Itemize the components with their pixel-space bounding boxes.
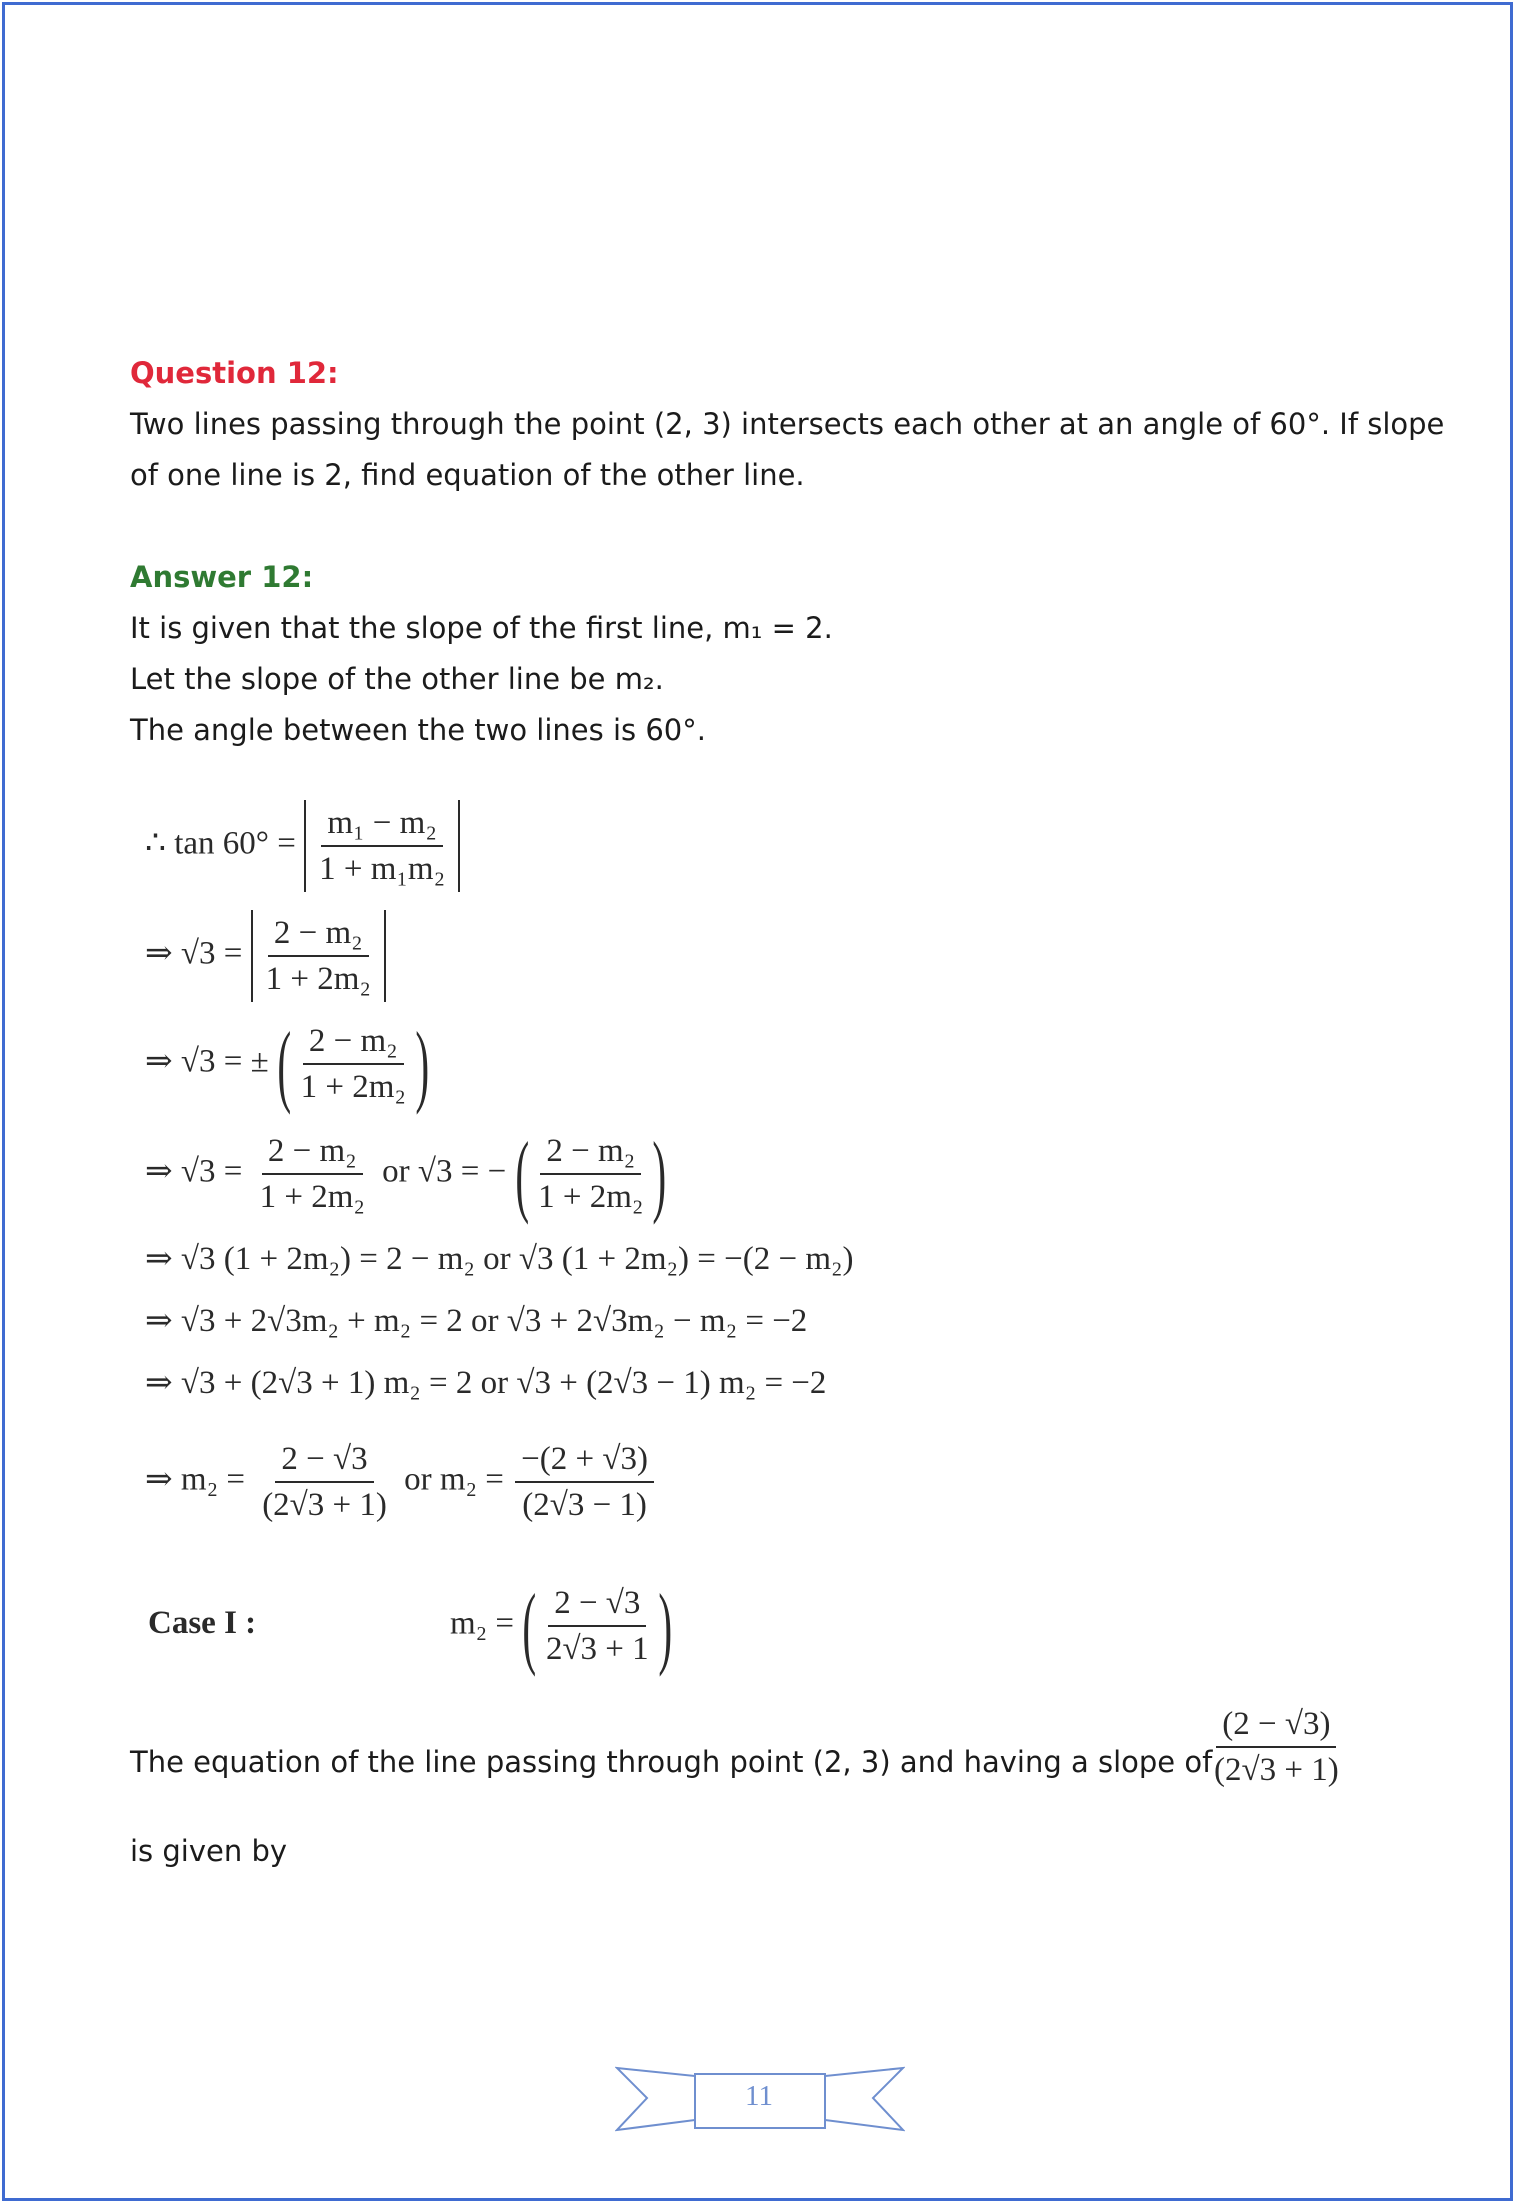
math-line-5: ⇒ √3 (1 + 2m₂) = 2 − m₂ or √3 (1 + 2m₂) = −(2 − m₂): [145, 1241, 854, 1277]
case-equation: m₂ = ( $\frac{2 - √3}{2√3 + 1}$ ): [450, 1575, 672, 1677]
fraction-numerator: 2 − m₂: [262, 1132, 363, 1175]
fraction-denominator: 1 + m₁m₂: [319, 851, 446, 887]
case-label: Case I :: [148, 1605, 257, 1641]
abs-value: [251, 910, 386, 1002]
fraction-numerator: 2 − √3: [275, 1440, 373, 1483]
question-heading: Question 12:: [130, 356, 339, 390]
page-footer: [615, 2058, 905, 2138]
fraction-numerator: m₁ − m₂: [321, 804, 442, 847]
question-line-2: of one line is 2, find equation of the other line.: [130, 458, 805, 492]
answer-line-1: It is given that the slope of the first line, m₁ = 2.: [130, 611, 833, 645]
fraction-numerator: 2 − m₂: [268, 914, 369, 957]
math-line-3: ⇒ √3 = ± ( $\frac{\text{2 − m₂}}{\text{1 + 2m₂}}$ ): [145, 1013, 430, 1115]
conclusion-line-2: is given by: [130, 1834, 288, 1868]
fraction-numerator: 2 − √3: [548, 1584, 646, 1627]
fraction-denominator: 2√3 + 1: [545, 1631, 649, 1667]
fraction-denominator: (2√3 + 1): [1214, 1752, 1339, 1788]
question-line-1: Two lines passing through the point (2, 3) intersects each other at an angle of 60°. If slope: [130, 407, 1445, 441]
fraction-denominator: (2√3 + 1): [262, 1487, 387, 1523]
fraction-denominator: 1 + 2m₂: [300, 1069, 406, 1105]
math-line-2: ⇒ √3 = $\frac{\text{2 − m₂}}{\text{1 + 2m₂}}$: [145, 910, 386, 1002]
answer-line-2: Let the slope of the other line be m₂.: [130, 662, 664, 696]
math-line-4: ⇒ √3 = $\frac{\text{2 − m₂}}{\text{1 + 2m₂}}$ or √3 = − ( $\frac{\text{2 − m₂}}{\text{1 + 2m₂}}$ ): [145, 1123, 667, 1225]
conclusion-line-1: The equation of the line passing through point (2, 3) and having a slope of: [130, 1745, 1213, 1779]
fraction-numerator: 2 − m₂: [303, 1022, 404, 1065]
slope-fraction: [1205, 1705, 1348, 1789]
fraction-numerator: 2 − m₂: [540, 1132, 641, 1175]
fraction-denominator: (2√3 − 1): [522, 1487, 647, 1523]
math-line-7: ⇒ √3 + (2√3 + 1) m₂ = 2 or √3 + (2√3 − 1) m₂ = −2: [145, 1365, 827, 1401]
question-section: [130, 348, 1444, 501]
answer-section: [130, 552, 833, 756]
fraction-numerator: −(2 + √3): [515, 1440, 654, 1483]
page-number: 11: [745, 2080, 773, 2112]
math-line-1: ∴ tan 60° = $\frac{\text{m₁ − m₂}}{\text{1 + m₁m₂}}$: [145, 800, 460, 892]
fraction-denominator: 1 + 2m₂: [259, 1179, 365, 1215]
abs-value: [304, 800, 460, 892]
math-line-8: ⇒ m₂ = $\frac{2 - √3}{(2√3 + 1)}$ or m₂ = $\frac{-(2 + √3)}{(2√3 - 1)}$: [145, 1440, 657, 1524]
fraction-denominator: 1 + 2m₂: [538, 1179, 644, 1215]
answer-heading: Answer 12:: [130, 560, 314, 594]
math-line-6: ⇒ √3 + 2√3m₂ + m₂ = 2 or √3 + 2√3m₂ − m₂ = −2: [145, 1303, 808, 1339]
answer-line-3: The angle between the two lines is 60°.: [130, 713, 706, 747]
fraction-denominator: 1 + 2m₂: [265, 961, 371, 997]
fraction-numerator: (2 − √3): [1216, 1705, 1336, 1748]
